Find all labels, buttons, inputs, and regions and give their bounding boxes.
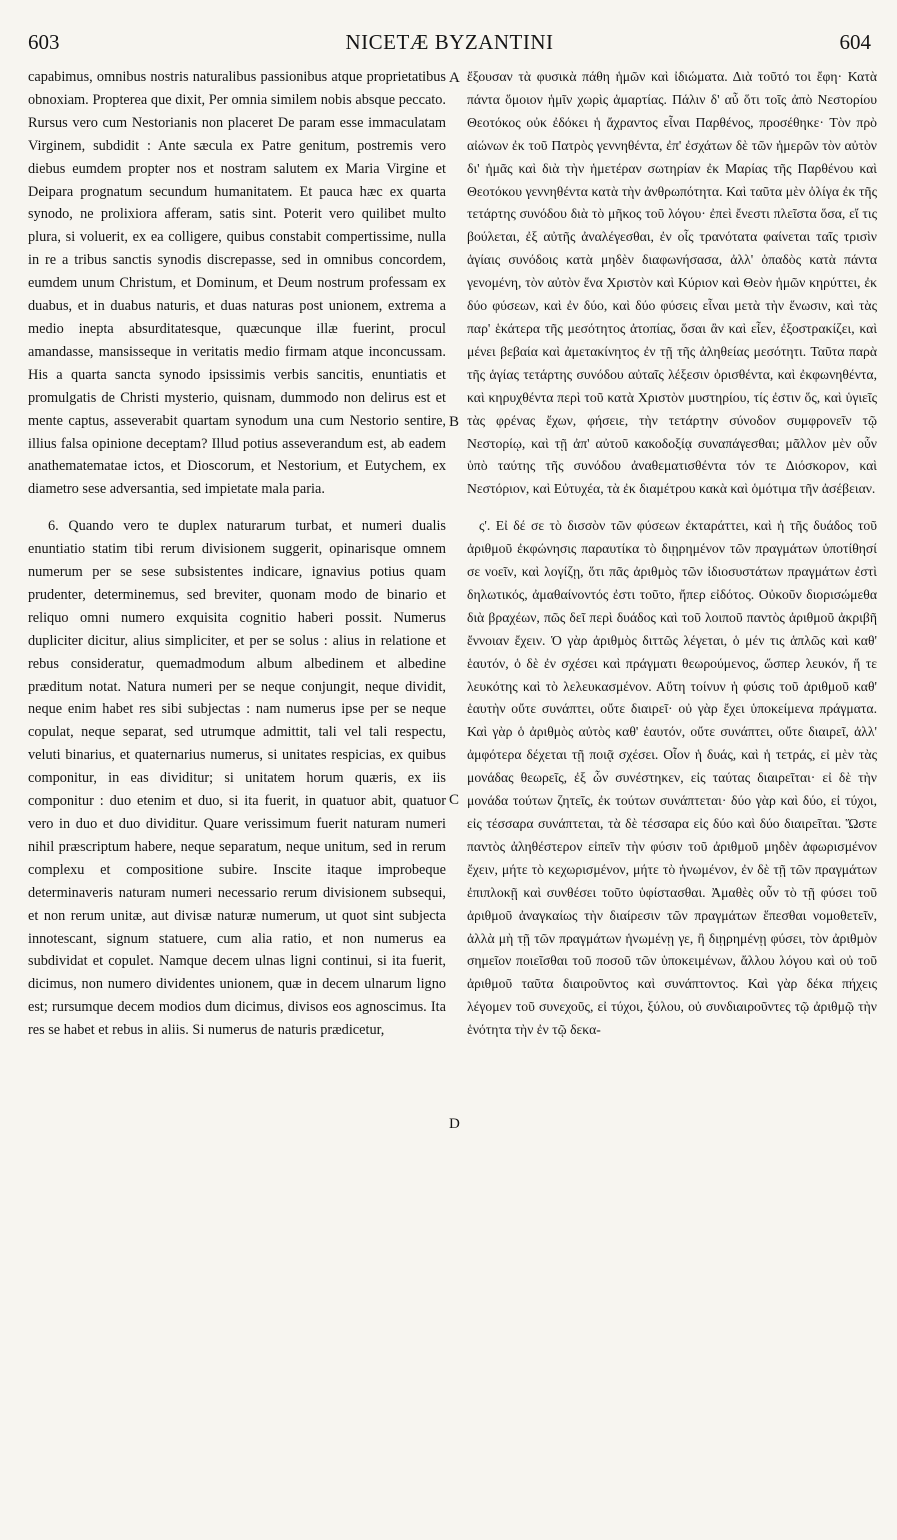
running-title: NICETÆ BYZANTINI [345,30,554,54]
margin-marker-d: D [449,1116,460,1132]
page-number-right: 604 [839,30,871,54]
latin-paragraph-2: 6. Quando vero te duplex naturarum turbat, et numeri dualis enuntiatio statim tibi rerum divisionem suggerit, opinarisque omnem numerum per se sese subsistentes indicare, ignavius potius quam prudenter, determinemus, sed breviter, quonam modo de binario et reliquo omni numero exquisita cognitio haberi possit. Numerus dupliciter dicitur, alius simpliciter, et per se solus : alius in relatione et rebus consideratur, quemadmodum album albedinem et albedine præditum notat. Natura numeri per se neque conjungit, neque dividit, neque enim habet res sibi subjectas : nam numerus ipse per se neque copulat, neque separat, sed utrumque admittit, tali vel tali respectu, veluti binarius, et quaternarius numerus, si unitates respicias, ex quibus componitur, in eas dividitur; si unitatem horum quæris, ex iis componitur : duo etenim et duo, si ita fuerit, in quatuor abit, quatuor vero in duo et duo dividitur. Quare verissimum fuerit naturam numeri nihil præscriptum habere, neque separatum, neque unitum, sed in rerum complexu et compositione subire. Inscite itaque improbeque determinaveris naturam numeri necessario rerum divisionem subsequi, et non rerum unitæ, aut divisæ naturæ numerum, ut quot sint subjecta innotescant, signum statuere, cum alia ratio, et non numerus ea subdividat et copulet. Namque decem ulnas ligni continui, si ita fuerit, dicimus, non numero dividentes unionem, quæ in decem ulnarum ligno est; rursumque decem modios dum dicimus, divisos eos agnoscimus. Ita res se habet et rebus in aliis. Si numerus de naturis prædicetur, [28,518,446,1039]
latin-column [28,66,446,1042]
running-header [28,30,871,56]
margin-marker-c: C [449,792,460,808]
margin-marker-b: B [449,414,460,430]
greek-paragraph-1: ἔξουσαν τὰ φυσικὰ πάθη ἡμῶν καὶ ἰδιώματα. Διὰ τοῦτό τοι ἔφη· Κατὰ πάντα ὅμοιον ἡμῖν χωρὶς ἁμαρτίας. Πάλιν δ' αὖ ὅτι τοῖς ἀπὸ Νεστορίου Θεοτόκος οὐκ ἐδόκει ἡ ἄχραντος εἶναι Παρθένος, προσέθηκε· Τὸν πρὸ αἰώνων ἐκ τοῦ Πατρὸς γεννηθέντα, ἐπ' ἐσχάτων δὲ τῶν ἡμερῶν τὸν αὐτὸν δι' ἡμᾶς καὶ διὰ τὴν ἡμετέραν σωτηρίαν ἐκ Μαρίας τῆς Παρθένου καὶ Θεοτόκου γεννηθέντα κατὰ τὴν ἀνθρωπότητα. Καὶ ταῦτα μὲν ὀλίγα ἐκ τῆς τετάρτης συνόδου διὰ τὸ μῆκος τοῦ λόγου· ἐπεὶ ἔνεστι πλεῖστα ὅσα, εἴ τις βούλεται, ἐξ αὐτῆς ἀναλέγεσθαι, ἐν οἷς τρανότατα φαίνεται ταῖς τρισὶν ἁγίαις συνόδοις κατὰ μηδὲν διαφωνήσασα, ἀλλ' ὁπαδὸς κατὰ πάντα γενομένη, τὸν αὐτὸν ἕνα Χριστὸν καὶ Κύριον καὶ Θεὸν ἡμῶν κηρύττει, ἐκ δύο φύσεων, καὶ ἐν δύο, καὶ δύο φύσεις εἶναι μετὰ τὴν ἕνωσιν, καὶ τὰς παρ' ἑκάτερα τῆς μεσότητος ἀτοπίας, ὅσαι ἂν καὶ εἶεν, ἐξοστρακίζει, καὶ μένει βεβαία καὶ ἀμετακίνητος ἐν τῇ τῆς ἀληθείας μεσότητι. Ταῦτα παρὰ τῆς ἁγίας τετάρτης συνόδου αὐταῖς λέξεσιν ὁρισθέντα, καὶ ἐκφωνηθέντα, καὶ κηρυχθέντα περὶ τοῦ κατὰ Χριστὸν μυστηρίου, τίς ἐστιν ὅς, καὶ ὑγιεῖς τὰς φρένας ἔχων, φήσειε, τὴν τετάρτην σύνοδον συμφρονεῖν τῷ Νεστορίῳ, καὶ τῇ ἀπ' αὐτοῦ κακοδοξίᾳ συναπάγεσθαι; μᾶλλον μὲν οὖν ὑπὸ ταύτης τῆς συνόδου ἀναθεματισθέντα τόν τε Διόσκορον, καὶ Νεστόριον, καὶ Εὐτυχέα, τὰ ἐκ διαμέτρου κακὰ καὶ ὁμότιμα τῆν ἀσέβειαν. [467,69,877,497]
latin-paragraph-1: capabimus, omnibus nostris naturalibus passionibus atque proprietatibus obnoxiam. Propterea que dixit, Per omnia similem nobis absque peccato. Rursus vero cum Nestorianis non placeret De param esse immaculatam Virginem, subdidit : Ante sæcula ex Patre genitum, postremis vero diebus eumdem propter nos et nostram salutem ex Maria Virgine et Deipara prognatum secundum humanitatem. Et pauca hæc ex quarta synodo, ne prolixiora afferam, satis sint. Poterit vero quilibet multo plura, si voluerit, ex ea colligere, quibus constabit compertissime, nulla in re a tribus sanctis synodis discrepasse, sed in omnibus concordem, eumdem unum Christum, et Dominum, et Deum nostrum professam ex duabus, et in duabus naturis, et duas naturas post unionem, extrema a medio inepta absurditatesque, quæcunque illæ fuerint, procul amandasse, mansisseque in veritatis medio firmam atque inconcussam. His a quarta sancta synodo ipsissimis verbis sancitis, enuntiatis et promulgatis de Christi mysterio, quisnam, dummodo non delirus est et mente captus, asseverabit quartam synodum una cum Nestorio sentire, illius falsa opinione deceptam? Illud potius asseverandum est, ab eadem anathematematae ictos, et Dioscorum, et Nestorium, et Eutychem, ex diametro sese adversantia, sed impietate mala paria. [28,69,446,498]
margin-marker-a: A [449,70,460,86]
greek-column [467,66,877,1042]
page-number-left: 603 [28,30,60,54]
greek-paragraph-2: ς'. Εἰ δέ σε τὸ δισσὸν τῶν φύσεων ἐκταράττει, καὶ ἡ τῆς δυάδος τοῦ ἀριθμοῦ ἐκφώνησις παραυτίκα τὸ διῃρημένον τῶν πραγμάτων ὑποτίθησί σε νοεῖν, καὶ λογίζῃ, ὅτι πᾶς ἀριθμὸς τῶν ἰδιοσυστάτων πραγμάτων ἐστὶ δηλωτικός, ἀμαθαίνοντός ἐστι τοῦτο, ἤπερ εἰδότος. Οὐκοῦν διορισώμεθα διὰ βραχέων, πῶς δεῖ περὶ δυάδος καὶ τοῦ λοιποῦ παντὸς ἀριθμοῦ ἀκριβῆ ἔννοιαν ἔχειν. Ὁ γὰρ ἀριθμὸς διττῶς λέγεται, ὁ μέν τις ἁπλῶς καὶ καθ' ἑαυτόν, ὁ δὲ ἐν σχέσει καὶ πράγματι θεωρούμενος, ὥσπερ λευκόν, ἥ τε λευκότης καὶ τὸ λελευκασμένον. Αὕτη τοίνυν ἡ φύσις τοῦ ἀριθμοῦ καθ' ἑαυτὴν οὔτε συνάπτει, οὔτε διαιρεῖ· οὐ γὰρ ἔχει ὑποκείμενα πράγματα. Καὶ γὰρ ὁ ἀριθμὸς αὐτὸς καθ' ἑαυτόν, οὔτε συνάπτει, οὔτε διαιρεῖ, ἀλλ' ἀμφότερα δέχεται τῇ ποιᾷ σχέσει. Οἷον ἡ δυάς, καὶ ἡ τετράς, εἰ μὲν τὰς μονάδας θεωρεῖς, ἐξ ὧν συνέστηκεν, εἰς ταύτας διαιρεῖται· εἰ δὲ τὴν μονάδα τούτων ζητεῖς, ἐκ τούτων συνάπτεται· δύο γὰρ καὶ δύο, εἰ τύχοι, εἰς τέσσαρα συνάπτεται, τὰ δὲ τέσσαρα εἰς δύο καὶ δύο διαιρεῖται. Ὥστε παντὸς ἀληθέστερον εἰπεῖν τὴν φύσιν τοῦ ἀριθμοῦ μηδὲν ἀφωρισμένον ἔχειν, μήτε τὸ κεχωρισμένον, μήτε τὸ ἡνωμένον, ἐν δὲ τῇ τῶν πραγμάτων ἐπιπλοκῇ καὶ συνθέσει τοῦτο ὑφίστασθαι. Ἀμαθὲς οὖν τὸ τῇ φύσει τοῦ ἀριθμοῦ ἀναγκαίως τὴν διαίρεσιν τῶν πραγμάτων ἕπεσθαι νομοθετεῖν, ἀλλὰ μὴ τῇ τῶν πραγμάτων ἡνωμένῃ γε, ἢ διῃρημένῃ φύσει, τὸν ἀριθμὸν σημεῖον ποιεῖσθαι τοῦ ποσοῦ τῶν ὑποκειμένων, ἄλλου λόγου καὶ οὐ τοῦ ἀριθμοῦ ταῦτα διαιροῦντος καὶ συνάπτοντος. Καὶ γὰρ δέκα πήχεις λέγομεν τοῦ συνεχοῦς, εἰ τύχοι, ξύλου, οὐ συνδιαιροῦντες τῷ ἀριθμῷ τὴν ἑνότητα τὴν ἐν τῷ δεκα- [467,518,877,1038]
